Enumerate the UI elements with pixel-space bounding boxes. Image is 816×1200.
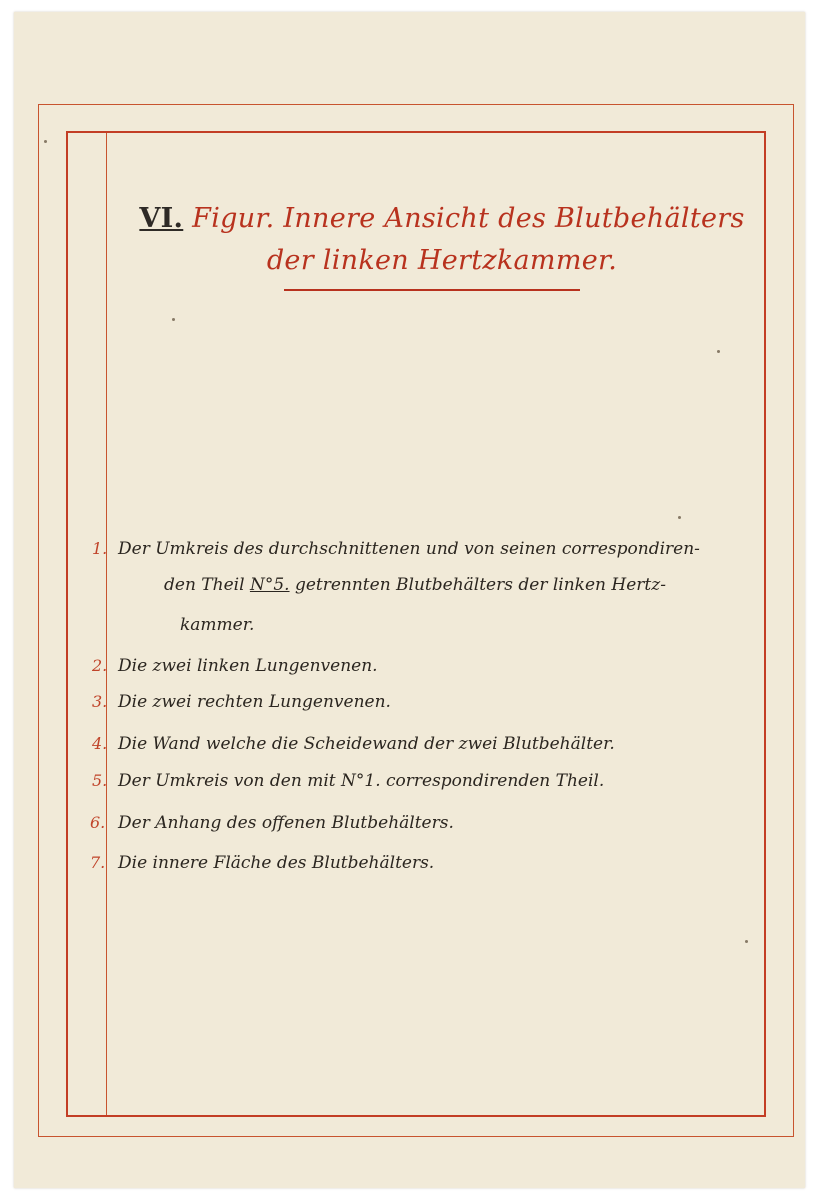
- paper-speck: [44, 140, 47, 143]
- paper-speck: [172, 318, 175, 321]
- title-line-2: der linken Hertzkammer.: [266, 245, 618, 276]
- manuscript-page: [14, 12, 805, 1188]
- paper-speck: [717, 350, 720, 353]
- item-3-number: 3.: [92, 692, 108, 711]
- item-1-line-3: kammer.: [180, 615, 255, 635]
- item-7-text: Die innere Fläche des Blutbehälters.: [118, 853, 435, 873]
- item-1-reference: N°5.: [249, 575, 290, 595]
- item-6-text: Der Anhang des offenen Blutbehälters.: [118, 813, 454, 833]
- paper-speck: [745, 940, 748, 943]
- title-line-1: [124, 202, 760, 236]
- item-1-text-b: getrennten Blutbehälters der linken Hertz-: [294, 575, 666, 595]
- item-1-line-1: Der Umkreis des durchschnittenen und von seinen correspondiren-: [118, 539, 700, 559]
- item-1-number: 1.: [92, 539, 108, 558]
- item-3-text: Die zwei rechten Lungenvenen.: [118, 692, 391, 712]
- item-1-line-2: [164, 574, 666, 596]
- item-2-text: Die zwei linken Lungenvenen.: [118, 656, 378, 676]
- item-7-number: 7.: [90, 853, 106, 872]
- item-1-text-a: den Theil: [164, 575, 245, 595]
- paper-speck: [678, 516, 681, 519]
- title-underline: [284, 289, 580, 291]
- margin-rule: [106, 133, 107, 1115]
- inner-frame-rule: [66, 131, 766, 1117]
- item-6-number: 6.: [90, 813, 106, 832]
- item-4-number: 4.: [92, 734, 108, 753]
- item-5-text: Der Umkreis von den mit N°1. correspondirenden Theil.: [118, 771, 605, 791]
- item-5-number: 5.: [92, 771, 108, 790]
- title-text: Figur. Innere Ansicht des Blutbehälters: [192, 203, 745, 234]
- item-2-number: 2.: [92, 656, 108, 675]
- figure-number: VI.: [139, 203, 184, 234]
- item-4-text: Die Wand welche die Scheidewand der zwei Blutbehälter.: [118, 734, 615, 754]
